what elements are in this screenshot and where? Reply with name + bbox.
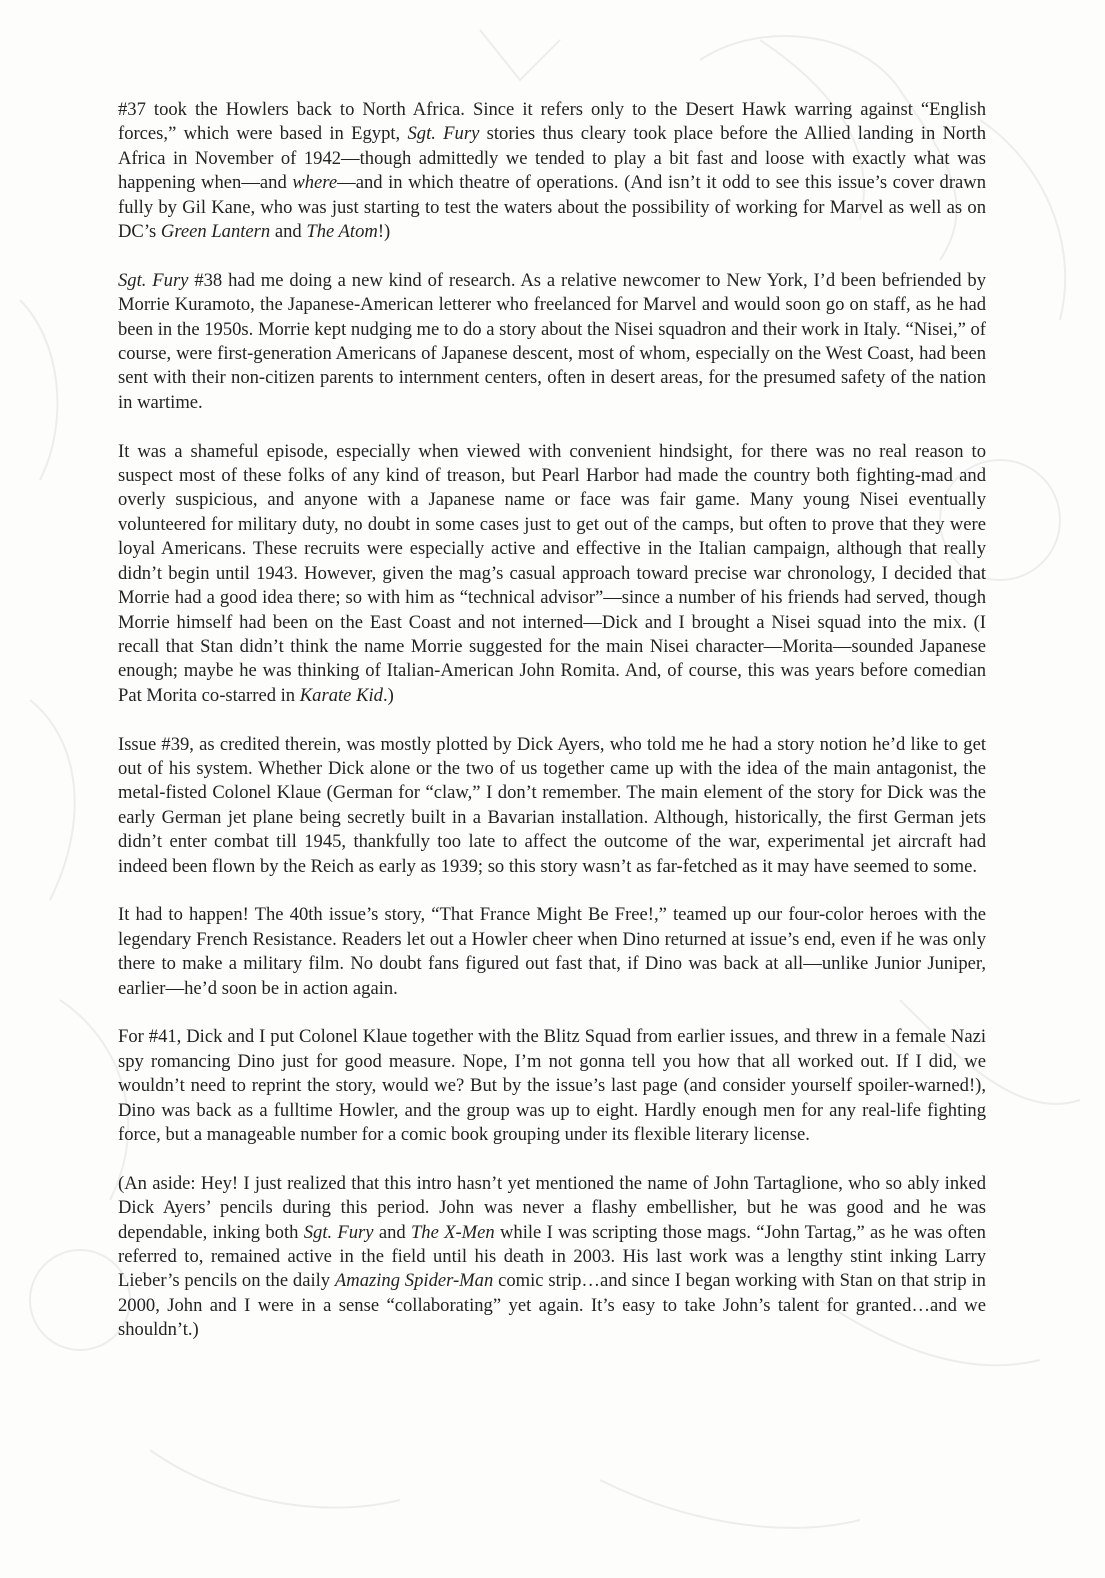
paragraph-text: stories thus cleary took place before the Allied landing in North Africa in November of 1942—though admittedly we tended to play a bit fast and loose with exactly what was happening when—and [118, 123, 986, 194]
italic-title: Sgt. Fury [303, 1221, 374, 1243]
paragraph-text: #37 took the Howlers back to North Africa. Since it refers only to the Desert Hawk warring against “English forces,” which were based in Egypt, [118, 99, 986, 145]
body-paragraph [118, 440, 986, 708]
paragraph-text: .) [382, 684, 394, 706]
paragraph-text: —and in which theatre of operations. (And isn’t it odd to see this issue’s cover drawn fully by Gil Kane, who was just starting to test the waters about the possibility of working for Marvel as well as on DC’s [118, 172, 986, 243]
paragraph-text: (An aside: Hey! I just realized that this intro hasn’t yet mentioned the name of John Tartaglione, who so ably inked Dick Ayers’ pencils during this period. John was never a flashy embellisher, but he was good and he was dependable, inking both [118, 1172, 986, 1243]
paragraph-text: and [270, 221, 307, 243]
paragraph-text: and [373, 1221, 411, 1243]
italic-title: The X-Men [410, 1221, 495, 1243]
body-paragraph [118, 269, 986, 415]
paragraph-text: For #41, Dick and I put Colonel Klaue together with the Blitz Squad from earlier issues, and threw in a female Nazi spy romancing Dino just for good measure. Nope, I’m not gonna tell you how that all worked out. If I did, we wouldn’t need to reprint the story, would we? But by the issue’s last page (and consider yourself spoiler-warned!), Dino was back as a fulltime Howler, and the group was up to eight. Hardly enough men for any real-life fighting force, but a manageable number for a comic book grouping under its flexible literary license. [118, 1026, 986, 1145]
paragraph-text: It had to happen! The 40th issue’s story, “That France Might Be Free!,” teamed up our four-color heroes with the legendary French Resistance. Readers let out a Howler cheer when Dino returned at issue’s end, even if he was only there to make a military film. No doubt fans figured out fast that, if Dino was back at all—unlike Junior Juniper, earlier—he’d soon be in action again. [118, 904, 986, 999]
italic-title: where [292, 172, 338, 194]
body-paragraph [118, 1025, 986, 1147]
italic-title: Green Lantern [160, 221, 271, 243]
paragraph-text: Issue #39, as credited therein, was mostly plotted by Dick Ayers, who told me he had a story notion he’d like to get out of his system. Whether Dick alone or the two of us together came up with the idea of the main antagonist, the metal-fisted Colonel Klaue (German for “claw,” I don’t remember. The main element of the story for Dick was the early German jet plane being secretly built in a Bavarian installation. Although, historically, the first German jets didn’t enter combat till 1945, thankfully too late to affect the outcome of the war, experimental jet aircraft had indeed been flown by the Reich as early as 1939; so this story wasn’t as far-fetched as it may have seemed to some. [118, 733, 986, 877]
paragraph-text: !) [377, 221, 391, 243]
body-paragraph [118, 903, 986, 1001]
body-paragraph [118, 98, 986, 244]
italic-title: Sgt. Fury [407, 123, 480, 145]
body-paragraph [118, 1172, 986, 1343]
italic-title: Karate Kid [299, 684, 383, 706]
article-body [118, 98, 986, 1343]
paragraph-text: while I was scripting those mags. “John Tartag,” as he was often referred to, remained active in the field until his death in 2003. His last work was a lengthy stint inking Larry Lieber’s pencils on the daily [118, 1221, 986, 1292]
paragraph-text: #38 had me doing a new kind of research. As a relative newcomer to New York, I’d been befriended by Morrie Kuramoto, the Japanese-American letterer who freelanced for Marvel and would soon go on staff, as he had been in the 1950s. Morrie kept nudging me to do a story about the Nisei squadron and their work in Italy. “Nisei,” of course, were first-generation Americans of Japanese descent, most of whom, especially on the West Coast, had been sent with their non-citizen parents to internment centers, often in desert areas, for the presumed safety of the nation in wartime. [118, 269, 986, 413]
paragraph-text: It was a shameful episode, especially when viewed with convenient hindsight, for there was no real reason to suspect most of these folks of any kind of treason, but Pearl Harbor had made the country both fighting-mad and overly suspicious, and anyone with a Japanese name or face was fair game. Many young Nisei eventually volunteered for military duty, no doubt in some cases just to get out of the camps, but often to prove that they were loyal Americans. These recruits were especially active and effective in the Italian campaign, although that really didn’t begin until 1943. However, given the mag’s casual approach toward precise war chronology, I decided that Morrie had a good idea there; so with him as “technical advisor”—since a number of his friends had served, though Morrie himself had been on the East Coast and not interned—Dick and I brought a Nisei squad into the mix. (I recall that Stan didn’t think the name Morrie suggested for the main Nisei character—Morita—sounded Japanese enough; maybe he was thinking of Italian-American John Romita. And, of course, this was years before comedian Pat Morita co-starred in [118, 440, 986, 706]
italic-title: Sgt. Fury [118, 269, 189, 291]
body-paragraph [118, 733, 986, 879]
paragraph-text: comic strip…and since I began working with Stan on that strip in 2000, John and I were in a sense “collaborating” yet again. It’s easy to take John’s talent for granted…and we shouldn’t.) [118, 1270, 986, 1341]
italic-title: Amazing Spider-Man [334, 1270, 494, 1292]
italic-title: The Atom [306, 221, 378, 243]
